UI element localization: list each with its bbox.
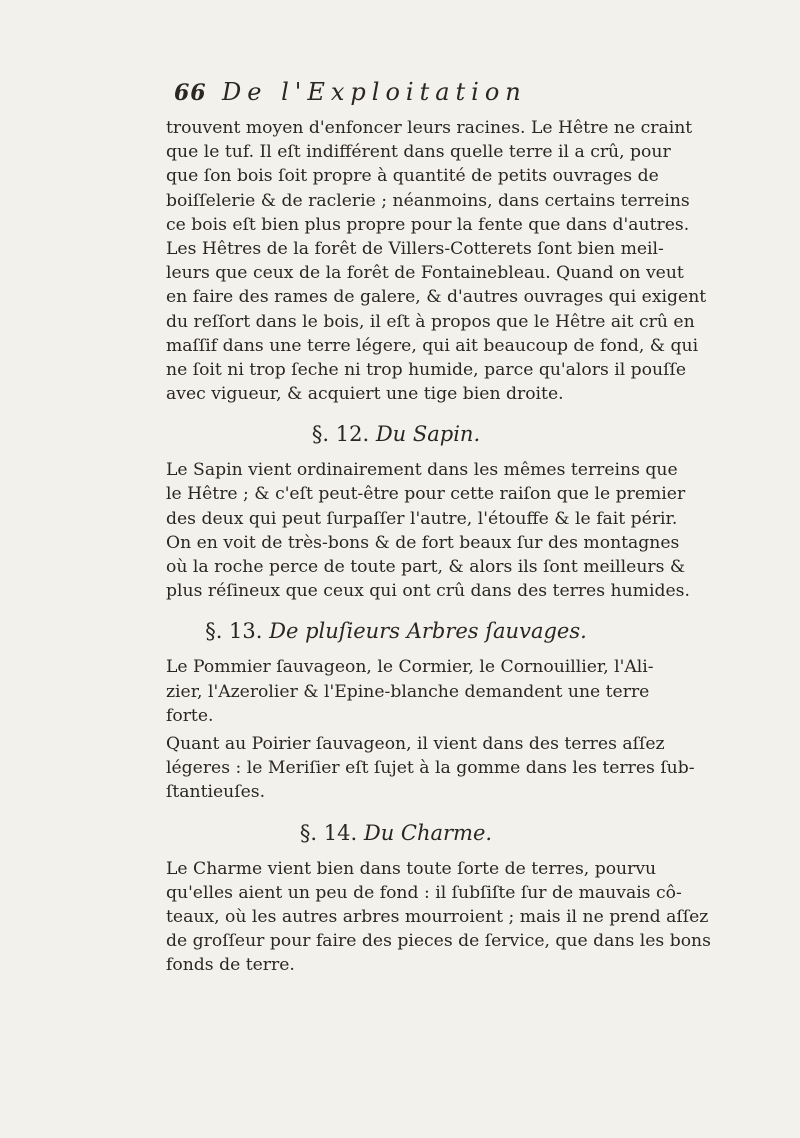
- text-line: maſſif dans une terre légere, qui ait beaucoup de fond, & qui: [166, 335, 699, 356]
- text-line: Le Pommier ſauvageon, le Cormier, le Cornouillier, l'Ali-: [166, 657, 654, 678]
- main-text: [166, 116, 711, 977]
- text-line: zier, l'Azerolier & l'Epine-blanche demandent une terre: [166, 681, 650, 702]
- section-number: §. 13.: [205, 619, 263, 644]
- text-line: où la roche perce de toute part, & alors ils ſont meilleurs &: [166, 557, 686, 577]
- paragraph: [166, 458, 690, 603]
- running-title: De l'Exploitation: [222, 78, 527, 106]
- section-heading: [166, 416, 626, 452]
- text-line: trouvent moyen d'enfoncer leurs racines. Le Hêtre ne craint: [166, 118, 693, 138]
- section-number: §. 12.: [311, 422, 370, 447]
- text-line: ſtantieuſes.: [166, 782, 266, 803]
- paragraph: [166, 655, 654, 728]
- section-title: Du Charme.: [363, 820, 493, 845]
- section-heading: [166, 613, 626, 649]
- page-header: [174, 78, 634, 114]
- text-line: avec vigueur, & acquiert une tige bien droite.: [166, 384, 564, 405]
- text-line: du reſſort dans le bois, il eſt à propos que le Hêtre ait crû en: [166, 311, 695, 332]
- text-line: boiſſelerie & de raclerie ; néanmoins, dans certains terreins: [166, 190, 690, 211]
- text-line: Les Hêtres de la forêt de Villers-Cotterets ſont bien meil-: [166, 238, 664, 259]
- text-line: leurs que ceux de la forêt de Fontainebleau. Quand on veut: [166, 263, 684, 284]
- section-number: §. 14.: [299, 820, 358, 845]
- text-line: Le Sapin vient ordinairement dans les mêmes terreins que: [166, 460, 678, 481]
- text-line: qu'elles aient un peu de fond : il ſubſiſte ſur de mauvais cô-: [166, 882, 682, 903]
- text-line: teaux, où les autres arbres mourroient ; mais il ne prend aſſez: [166, 906, 709, 927]
- page-number: 66: [174, 80, 207, 106]
- text-line: que le tuf. Il eſt indifférent dans quelle terre il a crû, pour: [166, 142, 671, 163]
- paragraph: [166, 116, 707, 406]
- text-line: plus réſineux que ceux qui ont crû dans des terres humides.: [166, 581, 690, 602]
- paragraph: [166, 857, 711, 978]
- text-line: Quant au Poirier ſauvageon, il vient dans des terres aſſez: [166, 733, 665, 754]
- text-line: le Hêtre ; & c'eſt peut-être pour cette raiſon que le premier: [166, 484, 686, 505]
- text-line: On en voit de très-bons & de fort beaux ſur des montagnes: [166, 532, 680, 553]
- section-title: Du Sapin.: [375, 422, 481, 447]
- text-line: ne ſoit ni trop ſeche ni trop humide, parce qu'alors il pouſſe: [166, 359, 686, 380]
- text-line: ce bois eſt bien plus propre pour la fente que dans d'autres.: [166, 214, 690, 235]
- text-line: que ſon bois ſoit propre à quantité de petits ouvrages de: [166, 166, 659, 187]
- text-line: des deux qui peut ſurpaſſer l'autre, l'étouffe & le fait périr.: [166, 508, 678, 529]
- text-line: forte.: [166, 705, 214, 726]
- text-line: de groſſeur pour faire des pieces de ſervice, que dans les bons: [166, 931, 711, 952]
- text-line: fonds de terre.: [166, 955, 295, 976]
- section-heading: [166, 815, 626, 851]
- text-line: en faire des rames de galere, & d'autres ouvrages qui exigent: [166, 287, 707, 308]
- text-line: légeres : le Meriſier eſt ſujet à la gomme dans les terres ſub-: [166, 758, 695, 779]
- paragraph: [166, 732, 695, 805]
- text-line: Le Charme vient bien dans toute ſorte de terres, pourvu: [166, 858, 657, 879]
- section-title: De pluſieurs Arbres ſauvages.: [269, 619, 587, 644]
